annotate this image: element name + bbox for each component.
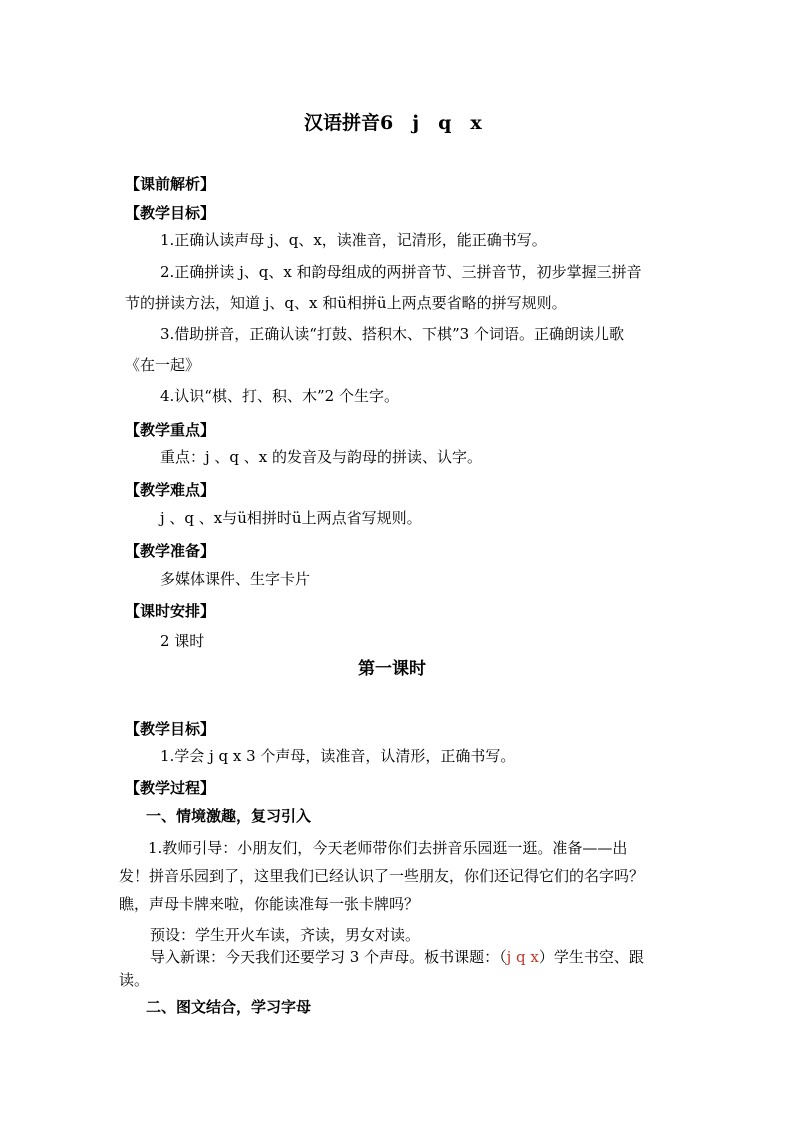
difficulties-text: j 、q 、x与ü相拼时ü上两点省写规则。	[160, 509, 422, 527]
preset-text: 预设：学生开火车读，齐读，男女对读。	[150, 926, 421, 944]
lesson1-heading-process: 【教学过程】	[125, 779, 216, 797]
objective-item-1: 1.正确认读声母 j、q、x，读准音，记清形，能正确书写。	[160, 231, 547, 249]
intro-text-before: 导入新课：今天我们还要学习 3 个声母。板书课题：（	[150, 948, 507, 966]
heading-pre-analysis: 【课前解析】	[125, 175, 216, 193]
heading-schedule: 【课时安排】	[125, 602, 216, 620]
intro-letters-highlight: j q x	[506, 948, 539, 966]
objective-item-2: 2.正确拼读 j、q、x 和韵母组成的两拼音节、三拼音节，初步掌握三拼音	[160, 263, 642, 281]
heading-preparation: 【教学准备】	[125, 542, 216, 560]
heading-key-points: 【教学重点】	[125, 421, 216, 439]
preparation-text: 多媒体课件、生字卡片	[160, 570, 311, 588]
key-points-text: 重点：j 、q 、x 的发音及与韵母的拼读、认字。	[160, 448, 483, 466]
objective-item-3: 3.借助拼音，正确认读“打鼓、搭积木、下棋”3 个词语。正确朗读儿歌	[160, 325, 624, 343]
objective-item-2-cont: 节的拼读方法，知道 j、q、x 和ü相拼ü上两点要省略的拼写规则。	[125, 294, 567, 312]
heading-objectives: 【教学目标】	[125, 204, 216, 222]
schedule-text: 2 课时	[160, 632, 205, 650]
lesson1-title: 第一课时	[358, 659, 426, 679]
lesson1-objective: 1.学会 j q x 3 个声母，读准音，认清形，正确书写。	[160, 747, 516, 765]
objective-item-4: 4.认识“棋、打、积、木”2 个生字。	[160, 387, 399, 405]
heading-difficulties: 【教学难点】	[125, 481, 216, 499]
document-title: 汉语拼音6 j q x	[304, 112, 482, 134]
lesson1-heading-objectives: 【教学目标】	[125, 720, 216, 738]
objective-item-3-cont: 《在一起》	[125, 356, 201, 374]
intro-line	[150, 947, 644, 967]
step1-paragraph-line-3: 瞧，声母卡牌来啦，你能读准每一张卡牌吗？	[119, 895, 420, 913]
step1-paragraph-line-1: 1.教师引导：小朋友们，今天老师带你们去拼音乐园逛一逛。准备——出	[148, 839, 628, 857]
step1-heading: 一、情境激趣，复习引入	[146, 807, 312, 825]
intro-text-after: ）学生书空、跟	[538, 948, 644, 966]
intro-line-cont: 读。	[119, 971, 150, 989]
step1-paragraph-line-2: 发！拼音乐园到了，这里我们已经认识了一些朋友，你们还记得它们的名字吗？	[119, 867, 645, 885]
step2-heading: 二、图文结合，学习字母	[146, 998, 312, 1016]
